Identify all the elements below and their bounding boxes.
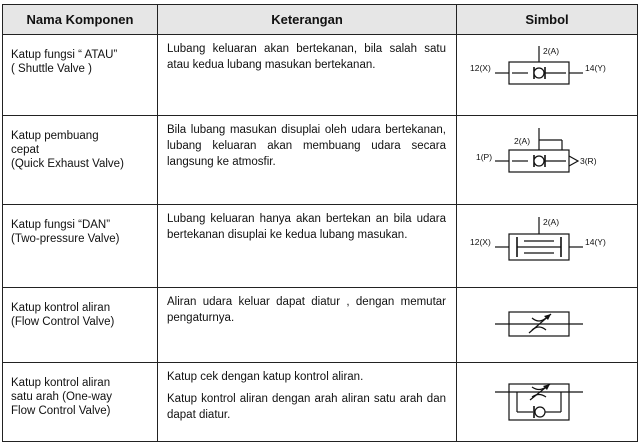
two-pressure-valve-symbol-icon xyxy=(462,209,632,283)
symbol-cell xyxy=(457,116,638,205)
symbol-cell xyxy=(457,363,638,442)
table-row xyxy=(3,35,638,116)
port-label-left: 12(X) xyxy=(470,63,491,73)
description-text: Bila lubang masukan disuplai oleh udara bertekanan, lubang keluaran akan membuang udara secara langsung ke atmosfir. xyxy=(167,124,446,168)
port-label-left: 12(X) xyxy=(470,237,491,247)
table-row xyxy=(3,205,638,288)
header-row xyxy=(3,5,638,35)
component-name: Katup kontrol aliran satu arah (One-way Flow Control Valve) xyxy=(11,377,112,417)
port-label-right: 3(R) xyxy=(580,156,597,166)
port-label-right: 14(Y) xyxy=(585,237,606,247)
quick-exhaust-valve-symbol-icon xyxy=(462,120,632,200)
component-name: Katup kontrol aliran (Flow Control Valve) xyxy=(11,302,115,328)
pneumatic-components-table xyxy=(2,4,638,442)
table-row xyxy=(3,363,638,442)
flow-control-valve-symbol-icon xyxy=(462,295,632,355)
description-text: Lubang keluaran hanya akan bertekan an bila udara bertekanan disuplai ke kedua lubang masukan. xyxy=(167,213,446,241)
header-symbol: Simbol xyxy=(457,5,638,35)
description-cell xyxy=(158,35,457,116)
port-label-right: 14(Y) xyxy=(585,63,606,73)
port-label-top: 2(A) xyxy=(543,217,560,227)
description-text: Aliran udara keluar dapat diatur , dengan memutar pengaturnya. xyxy=(167,296,446,324)
table-row xyxy=(3,288,638,363)
one-way-flow-control-valve-symbol-icon xyxy=(462,370,632,434)
port-label-top: 2(A) xyxy=(543,46,560,56)
component-name-cell xyxy=(3,205,158,288)
component-name-cell xyxy=(3,35,158,116)
component-name: Katup fungsi “ ATAU” ( Shuttle Valve ) xyxy=(11,49,118,75)
description-cell xyxy=(158,363,457,442)
description-cell xyxy=(158,288,457,363)
description-text: Katup kontrol aliran dengan arah aliran satu arah dan dapat diatur. xyxy=(167,393,446,421)
header-description: Keterangan xyxy=(158,5,457,35)
component-name: Katup fungsi “DAN” (Two-pressure Valve) xyxy=(11,219,120,245)
port-label-left: 1(P) xyxy=(476,152,493,162)
port-label-top: 2(A) xyxy=(514,136,531,146)
description-cell xyxy=(158,116,457,205)
table-row xyxy=(3,116,638,205)
component-name-cell xyxy=(3,288,158,363)
component-name-cell xyxy=(3,116,158,205)
header-component: Nama Komponen xyxy=(3,5,158,35)
shuttle-valve-symbol-icon xyxy=(462,40,632,110)
description-text: Katup cek dengan katup kontrol aliran. xyxy=(167,371,364,383)
description-cell xyxy=(158,205,457,288)
component-name: Katup pembuang cepat (Quick Exhaust Valve) xyxy=(11,130,124,170)
symbol-cell xyxy=(457,205,638,288)
component-name-cell xyxy=(3,363,158,442)
symbol-cell xyxy=(457,35,638,116)
description-text: Lubang keluaran akan bertekanan, bila salah satu atau kedua lubang masukan bertekanan. xyxy=(167,43,446,71)
symbol-cell xyxy=(457,288,638,363)
